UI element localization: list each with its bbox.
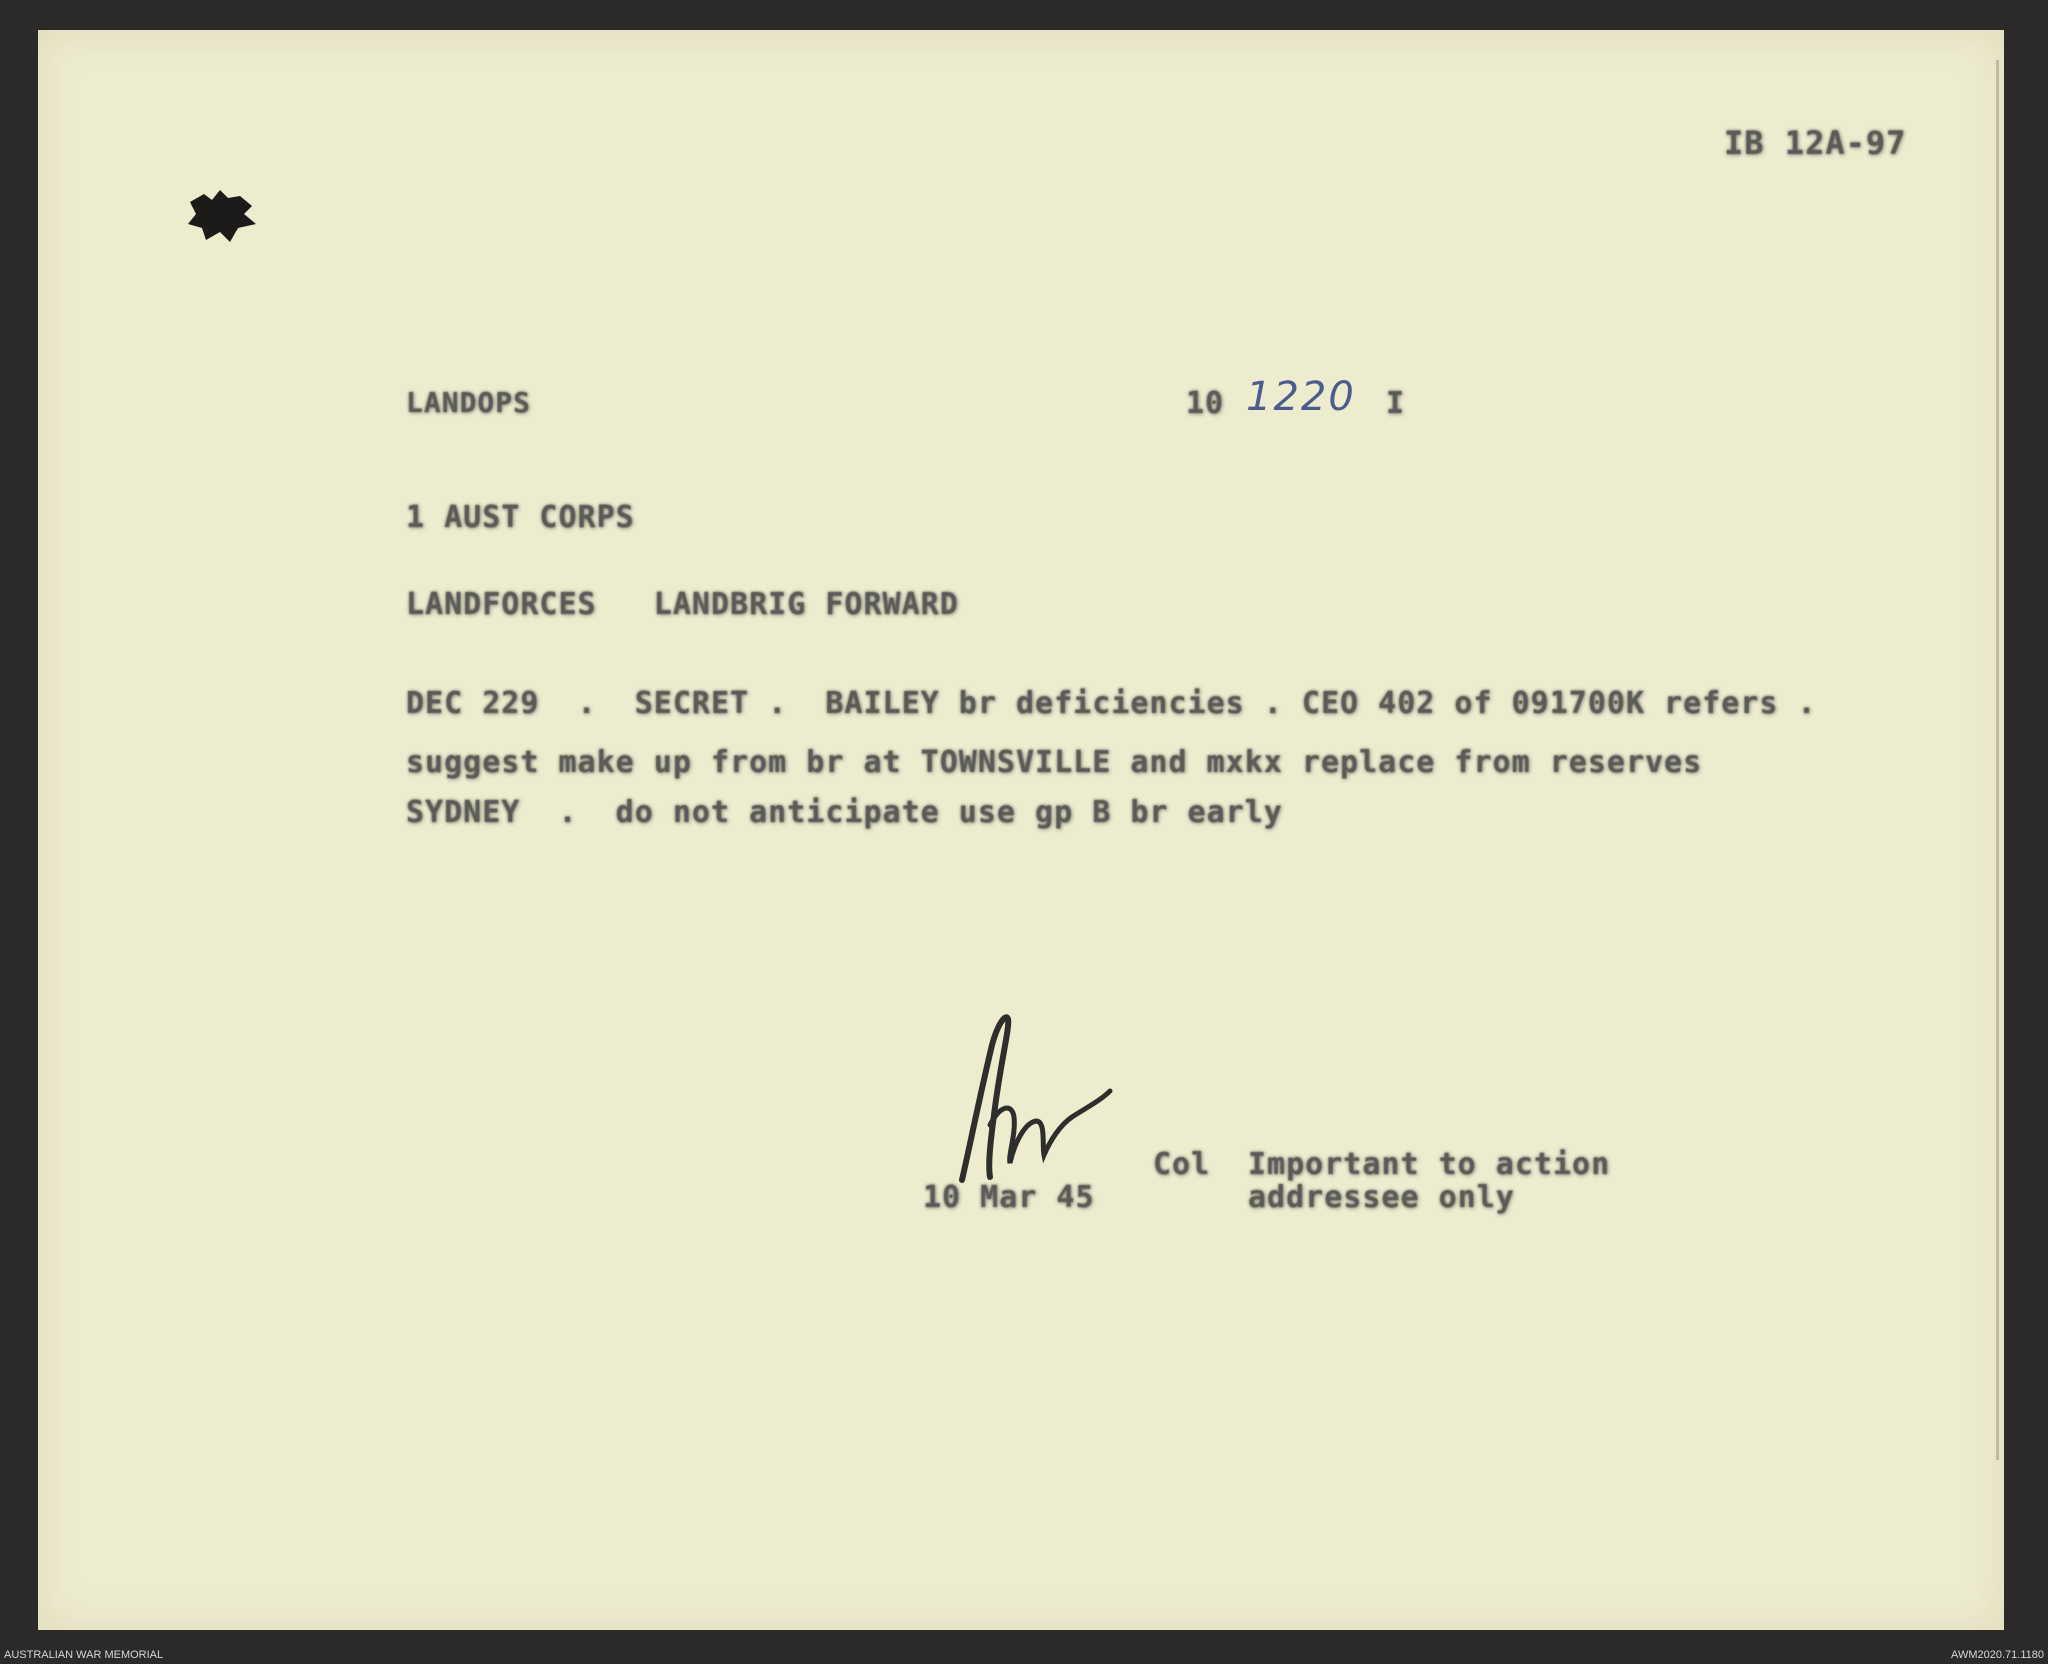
document-page <box>38 30 2004 1630</box>
page-edge <box>1996 60 1999 1460</box>
officer-rank: Col <box>1153 1147 1211 1182</box>
footer-accession-number: AWM2020.71.1180 <box>1951 1649 2044 1661</box>
datetime-day: 10 <box>1186 386 1225 421</box>
message-line-1: DEC 229 . SECRET . BAILEY br deficiencies . CEO 402 of 091700K refers . <box>406 686 1817 721</box>
handling-note-line-2: addressee only <box>1248 1180 1515 1215</box>
footer-institution: AUSTRALIAN WAR MEMORIAL <box>4 1649 164 1661</box>
from-line: LANDOPS <box>406 386 532 419</box>
handwritten-signature <box>950 1005 1120 1190</box>
info-line: LANDFORCES LANDBRIG FORWARD <box>406 587 959 622</box>
message-line-2: suggest make up from br at TOWNSVILLE and mxkx replace from reserves <box>406 745 1703 780</box>
handling-note-line-1: Important to action <box>1248 1147 1611 1182</box>
reference-number: IB 12A-97 <box>1724 124 1907 162</box>
torn-hole-mark <box>182 184 262 250</box>
datetime-time-handwritten: 1220 <box>1246 374 1356 420</box>
message-line-3: SYDNEY . do not anticipate use gp B br early <box>406 795 1283 830</box>
signature-date: 10 Mar 45 <box>923 1180 1095 1215</box>
to-line: 1 AUST CORPS <box>406 500 635 535</box>
datetime-zone: I <box>1386 386 1406 421</box>
